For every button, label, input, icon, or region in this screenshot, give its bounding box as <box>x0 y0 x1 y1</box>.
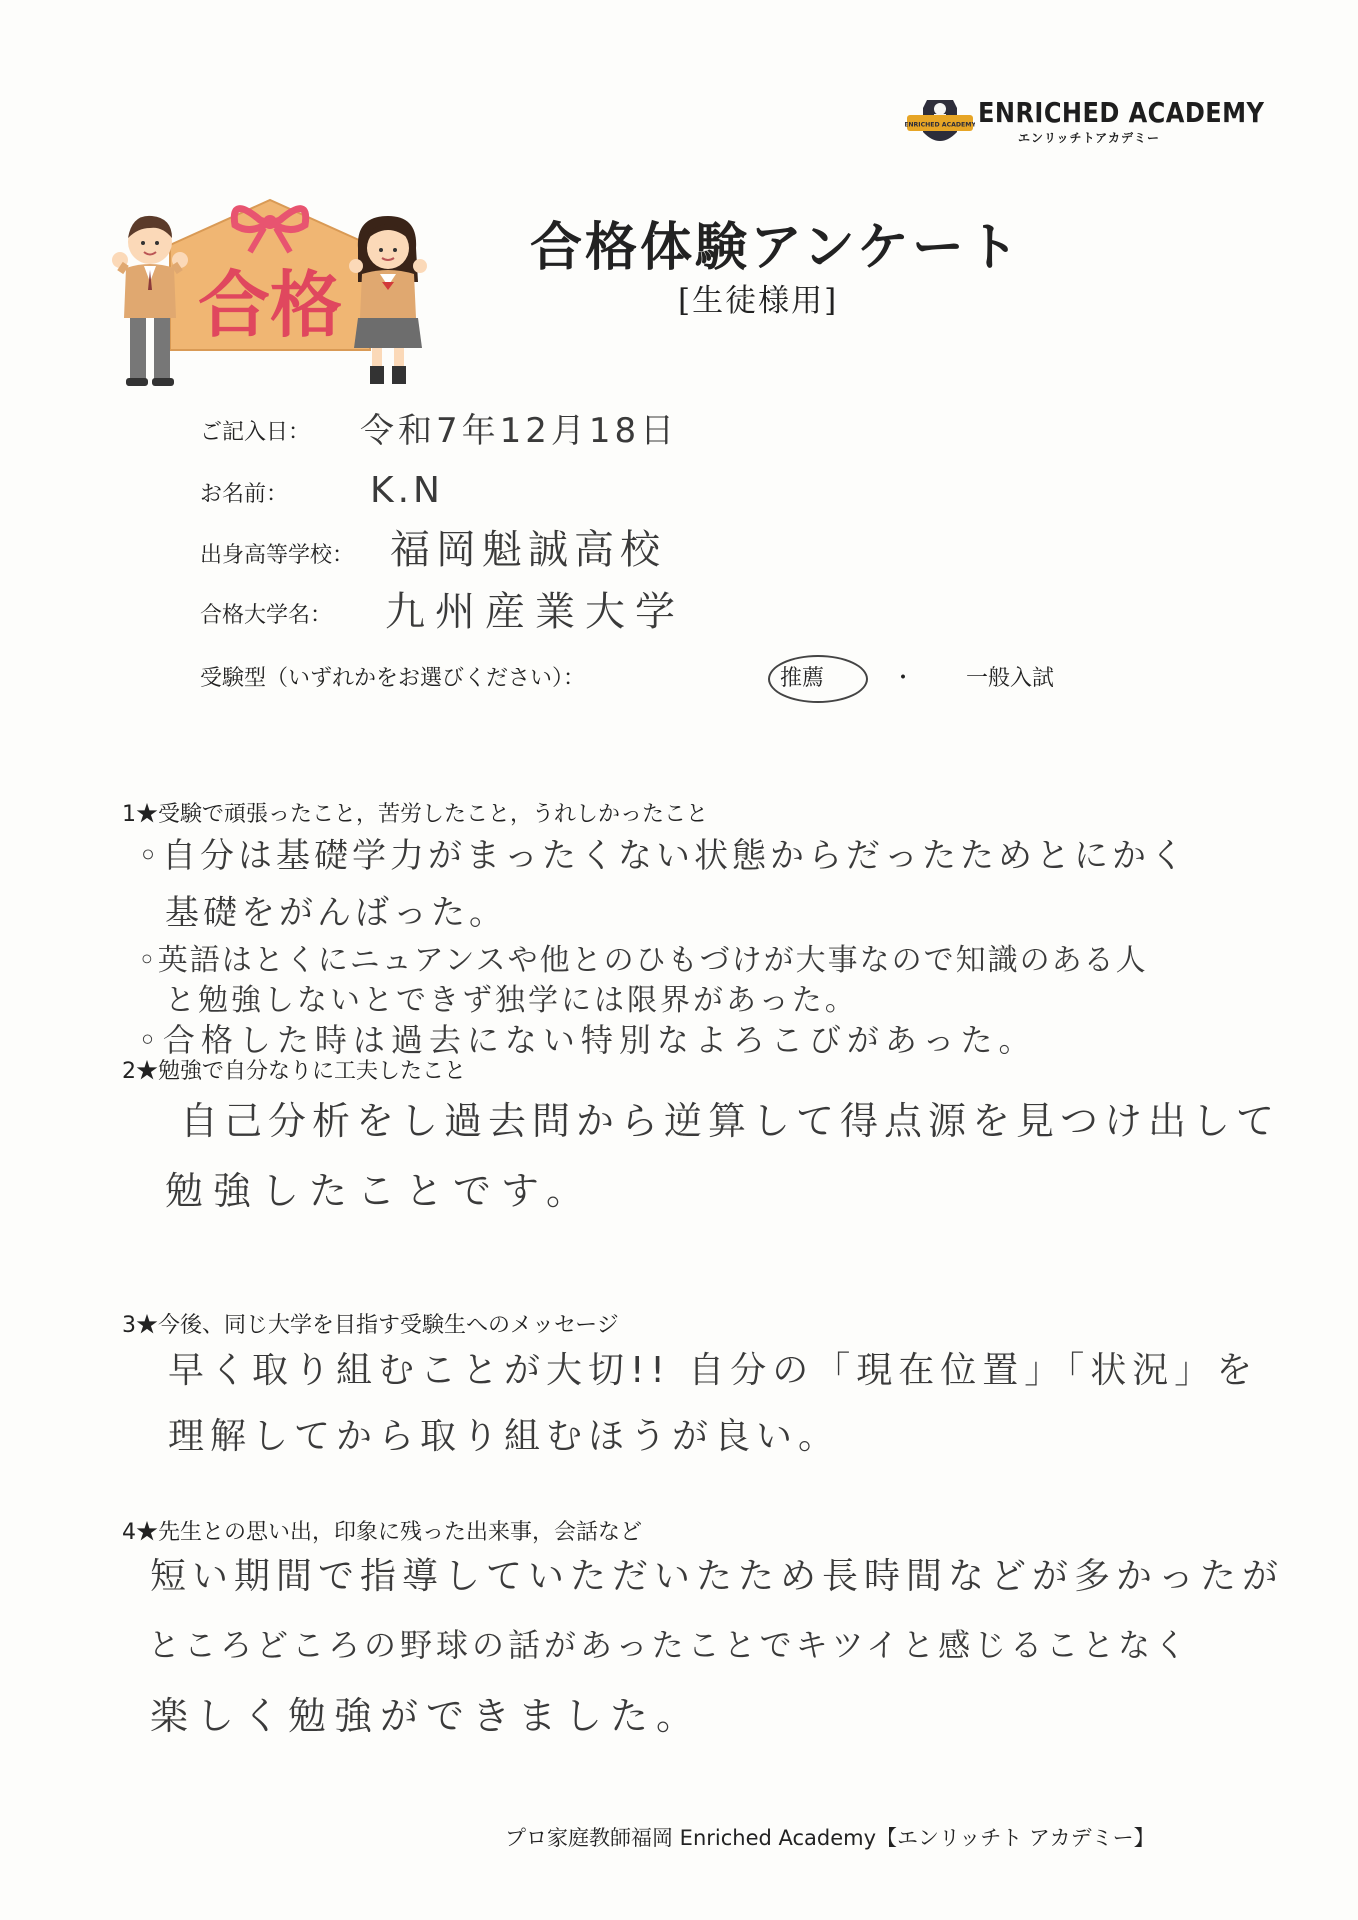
logo-badge-text: ENRICHED ACADEMY <box>905 121 975 129</box>
logo-subtext: エンリッチトアカデミー <box>1018 131 1161 145</box>
school-label: 出身高等学校： <box>200 543 355 568</box>
answer-3-line-1: 早く取り組むことが大切!! 自分の「現在位置」「状況」を <box>168 1350 1259 1391</box>
answer-1-line-1: ◦自分は基礎学力がまったくない状態からだったためとにかく <box>138 836 1189 876</box>
footer-text: プロ家庭教師福岡 Enriched Academy【エンリッチト アカデミー】 <box>505 1826 1155 1850</box>
university-value: 九州産業大学 <box>385 589 685 635</box>
question-3-heading: 3★今後、同じ大学を目指す受験生へのメッセージ <box>122 1313 619 1338</box>
answer-1-line-4: と勉強しないとできず独学には限界があった。 <box>165 983 858 1018</box>
answer-4-line-2: ところどころの野球の話があったことでキツイと感じることなく <box>148 1626 1191 1664</box>
answer-2-line-2: 勉強したことです。 <box>165 1169 594 1213</box>
question-1-heading: 1★受験で頑張ったこと，苦労したこと，うれしかったこと <box>122 802 709 827</box>
academy-crest-icon <box>905 88 975 158</box>
answer-2-line-1: 自己分析をし過去問から逆算して得点源を見つけ出して <box>180 1099 1281 1143</box>
date-label: ご記入日： <box>200 420 311 445</box>
exam-option-suisen: 推薦 <box>780 666 825 691</box>
school-value: 福岡魁誠高校 <box>390 527 666 573</box>
exam-type-label: 受験型（いずれかをお選びください）： <box>200 666 586 691</box>
answer-4-line-3: 楽しく勉強ができました。 <box>150 1694 703 1738</box>
page-subtitle: [生徒様用] <box>678 283 839 319</box>
answer-1-line-5: ◦合格した時は過去にない特別なよろこびがあった。 <box>138 1021 1037 1059</box>
name-label: お名前： <box>200 482 289 507</box>
date-value: 令和7年12月18日 <box>360 411 679 451</box>
page-title: 合格体験アンケート <box>530 217 1022 278</box>
answer-3-line-2: 理解してから取り組むほうが良い。 <box>168 1416 841 1457</box>
answer-4-line-1: 短い期間で指導していただいたため長時間などが多かったが <box>150 1556 1285 1597</box>
answer-1-line-2: 基礎をがんばった。 <box>165 893 507 933</box>
exam-option-separator: ・ <box>892 666 915 691</box>
university-label: 合格大学名： <box>200 603 333 628</box>
answer-1-line-3: ◦英語はとくにニュアンスや他とのひもづけが大事なので知識のある人 <box>138 943 1148 978</box>
logo-text: ENRICHED ACADEMY <box>978 96 1265 129</box>
question-2-heading: 2★勉強で自分なりに工夫したこと <box>122 1059 467 1084</box>
plaque-text: 合格 <box>197 263 343 347</box>
celebration-illustration <box>110 190 440 400</box>
name-value: K.N <box>370 470 444 511</box>
question-4-heading: 4★先生との思い出，印象に残った出来事，会話など <box>122 1520 643 1545</box>
exam-option-ippan: 一般入試 <box>966 666 1055 691</box>
